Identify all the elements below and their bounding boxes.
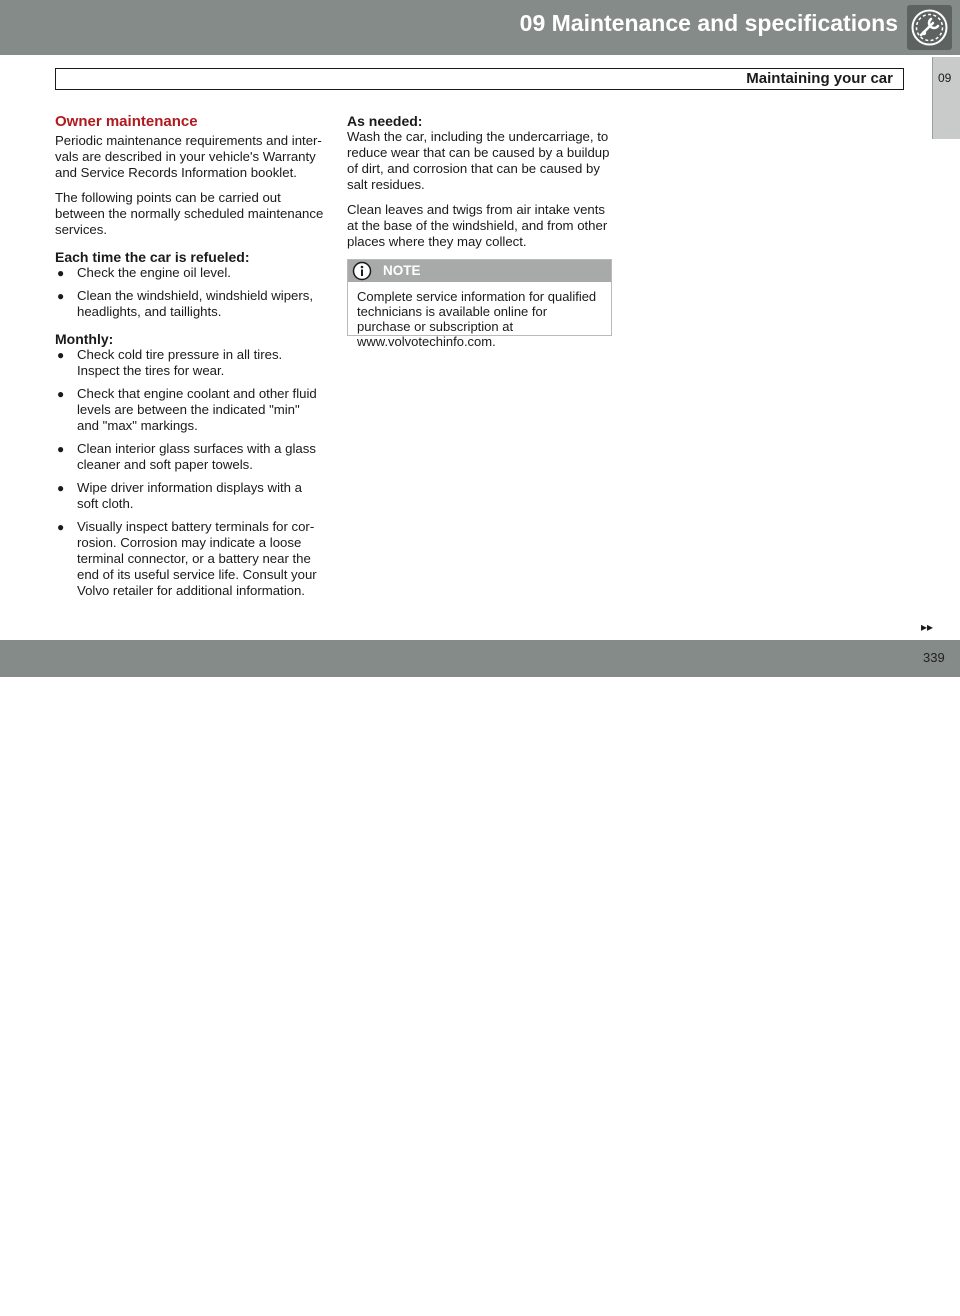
monthly-heading: Monthly: — [55, 331, 114, 347]
refuel-heading: Each time the car is refueled: — [55, 249, 250, 265]
note-text: Complete service information for qualified technicians is available online for purchase or subscription at www.volvotechinfo.com. — [357, 289, 597, 349]
list-item: ● Visually inspect battery terminals for cor-rosion. Corrosion may indicate a loose terminal connector, or a battery near the end of its useful service life. Consult your Volvo retailer for additional information. — [57, 519, 317, 598]
list-item: ● Clean interior glass surfaces with a glass cleaner and soft paper towels. — [57, 441, 316, 472]
as-needed-paragraph-2: Clean leaves and twigs from air intake vents at the base of the windshield, and from other places where they may collect. — [347, 202, 608, 249]
note-title: NOTE — [383, 263, 421, 278]
wrench-gear-icon — [907, 5, 952, 50]
list-item: ● Clean the windshield, windshield wipers, headlights, and taillights. — [57, 288, 314, 319]
bullet-icon: ● — [57, 481, 65, 495]
as-needed-heading: As needed: — [347, 113, 423, 129]
owner-maintenance-heading: Owner maintenance — [55, 113, 198, 130]
as-needed-paragraph-1: Wash the car, including the undercarriage, to reduce wear that can be caused by a buildup of dirt, and corrosion that can be caused by salt residues. — [347, 129, 610, 192]
footer-bar — [0, 640, 960, 1315]
chapter-header-bar — [0, 0, 960, 55]
section-title: Maintaining your car — [746, 70, 893, 87]
chapter-side-tab[interactable] — [932, 57, 960, 139]
bullet-icon: ● — [57, 348, 65, 362]
note-box — [347, 259, 612, 349]
intro-paragraph-2: The following points can be carried out between the normally scheduled maintenance services. — [55, 190, 324, 237]
list-item: ● Check that engine coolant and other fluid levels are between the indicated "min" and "max" markings. — [57, 386, 317, 433]
left-column — [55, 113, 325, 607]
refuel-list — [55, 265, 325, 320]
bullet-icon: ● — [57, 442, 65, 456]
list-item: ● Check cold tire pressure in all tires. Inspect the tires for wear. — [57, 347, 283, 378]
bullet-icon: ● — [57, 387, 65, 401]
bullet-icon: ● — [57, 289, 65, 303]
chapter-title: 09 Maintenance and specifications — [519, 10, 898, 36]
side-tab-label: 09 — [938, 71, 952, 85]
bullet-icon: ● — [57, 520, 65, 534]
watermark: carmanualsonline.info — [548, 1288, 814, 1315]
list-item: ● Wipe driver information displays with a soft cloth. — [57, 480, 303, 511]
info-icon — [352, 261, 372, 281]
bullet-icon: ● — [57, 266, 65, 280]
double-chevron-right-icon[interactable]: ▸▸ — [921, 620, 934, 634]
page-number: 339 — [923, 650, 945, 665]
intro-paragraph-1: Periodic maintenance requirements and inter-vals are described in your vehicle's Warranty and Service Records Information booklet. — [55, 133, 322, 180]
middle-column — [347, 113, 615, 259]
monthly-list — [55, 347, 325, 599]
section-header — [55, 68, 904, 90]
note-header — [348, 260, 611, 282]
list-item: ● Check the engine oil level. — [57, 265, 231, 280]
